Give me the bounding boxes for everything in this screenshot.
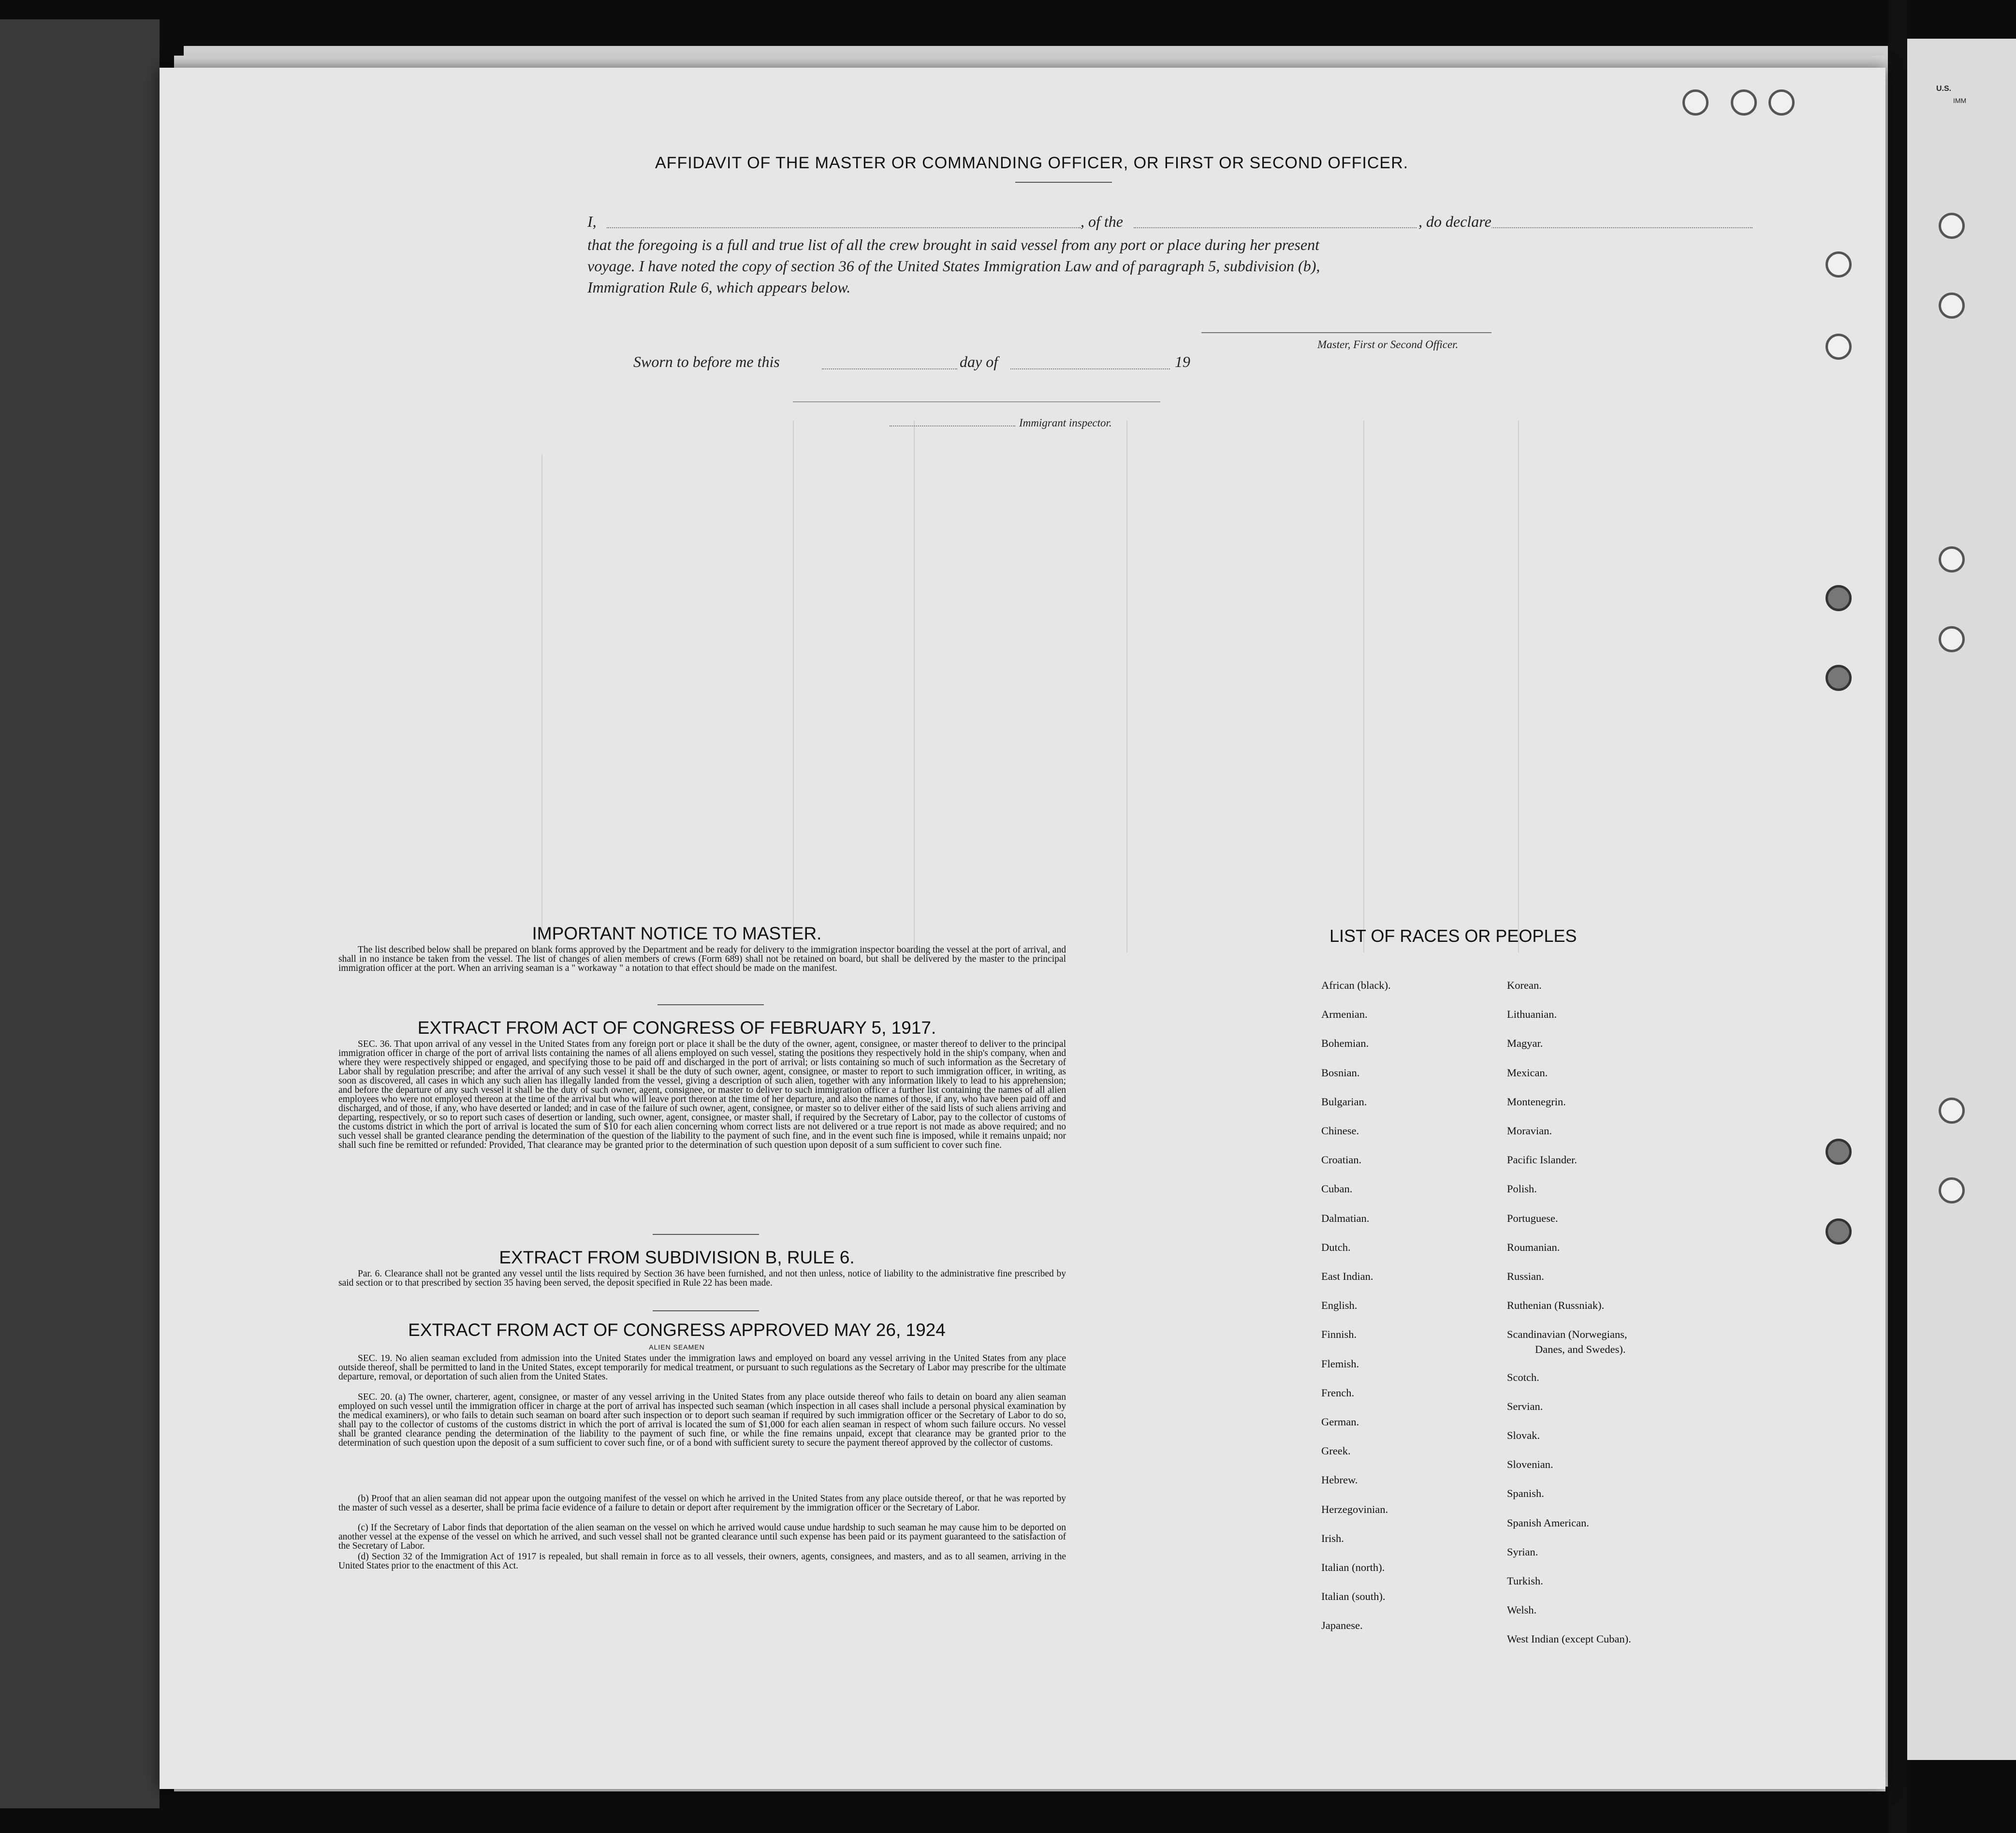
punch-hole (1826, 334, 1852, 360)
race-item: Slovak. (1507, 1429, 1540, 1441)
notice-text: The list described below shall be prepared on blank forms approved by the Department and be ready for delivery to the immigration inspector boarding the vessel at the port of arrival, and shall in no instance be taken from the vessel. The list of changes of alien members of crews (Form 689) shall not be retained on board, but shall be delivered by the master to the principal immigration officer at the port. When an arriving seaman is a " workaway " a notation to that effect should be made on the manifest. (338, 945, 1066, 973)
race-item: Servian. (1507, 1400, 1543, 1412)
race-item: Mexican. (1507, 1066, 1548, 1079)
race-item: German. (1321, 1416, 1359, 1428)
margin-mark-2: IMM (1953, 97, 1967, 104)
punch-hole (1682, 89, 1709, 116)
extract-1917-title: EXTRACT FROM ACT OF CONGRESS OF FEBRUARY 5, 1917. (417, 1018, 936, 1038)
affidavit-body-line4: Immigration Rule 6, which appears below. (587, 279, 851, 296)
race-item: East Indian. (1321, 1270, 1373, 1282)
sworn-month-blank (1010, 368, 1170, 369)
race-item: English. (1321, 1299, 1358, 1312)
year-prefix: 19 (1175, 353, 1190, 370)
races-title: LIST OF RACES OR PEOPLES (1329, 926, 1577, 946)
punch-hole (1826, 1218, 1852, 1245)
race-item: Bosnian. (1321, 1066, 1360, 1079)
extract-rule6-title: EXTRACT FROM SUBDIVISION B, RULE 6. (499, 1247, 855, 1267)
punch-hole (1826, 1139, 1852, 1165)
punch-hole (1939, 213, 1965, 239)
race-item: Bohemian. (1321, 1037, 1369, 1050)
sworn-day-blank (822, 368, 957, 369)
race-item: Slovenian. (1507, 1458, 1553, 1471)
inspector-caption: Immigrant inspector. (1019, 417, 1112, 429)
sworn-label: Sworn to before me this (633, 353, 780, 370)
race-item: Italian (south). (1321, 1590, 1386, 1603)
punch-hole (1939, 626, 1965, 652)
extract-1924-subtitle: ALIEN SEAMEN (649, 1343, 705, 1351)
race-item: Syrian. (1507, 1545, 1538, 1558)
show-through-text (541, 455, 1751, 938)
race-item: Pacific Islander. (1507, 1154, 1577, 1166)
race-item: Scandinavian (Norwegians, (1507, 1328, 1627, 1341)
left-shadow-sheet (0, 19, 160, 1808)
inspector-signature-line-2 (890, 425, 1015, 426)
section-divider (653, 1310, 759, 1311)
race-item: Herzegovinian. (1321, 1503, 1388, 1515)
faint-column-rule (1363, 421, 1364, 953)
faint-column-rule (1518, 421, 1519, 953)
affidavit-body-line2: that the foregoing is a full and true list of all the crew brought in said vessel from any port or place during her present (587, 236, 1319, 253)
race-item: Hebrew. (1321, 1474, 1358, 1486)
race-item: Chinese. (1321, 1125, 1359, 1137)
extract-1924-sec20a: SEC. 20. (a) The owner, charterer, agent, consignee, or master of any vessel arriving in the United States from any place outside thereof who fails to detain on board any alien seaman employed on such vessel until the immigration officer in charge at the port of arrival has inspected such seaman (which inspection in all cases shall include a personal physical examination by the medical examiners), or who fails to detain such seaman on board after such inspection or to deport such seaman if required by such immigration officer or the Secretary of Labor to do so, shall pay to the collector of customs of the customs district in which the port of arrival is located the sum of $1,000 for each alien seaman in respect of whom such failure occurs. No vessel shall be granted clearance pending the determination of the liability to the payment of such fine, or while the fine remains unpaid, except that clearance may be granted prior to the determination of such question upon the deposit of a sum sufficient to cover such fine, or of a bond with sufficient surety to secure the payment thereof approved by the collector of customs. (338, 1392, 1066, 1448)
extract-1924-sec20c: (c) If the Secretary of Labor finds that deportation of the alien seaman on the vessel on which he arrived would cause undue hardship to such seaman he may cause him to be deported on another vessel at the expense of the vessel on which he arrived, and such vessel shall not be granted clearance until such expense has been paid or its payment guaranteed to the satisfaction of the Secretary of Labor. (338, 1523, 1066, 1551)
extract-1924-sec19: SEC. 19. No alien seaman excluded from admission into the United States under the immigration laws and employed on board any vessel arriving in the United States from any place outside thereof, shall be permitted to land in the United States, except temporarily for medical treatment, or pursuant to such regulations as the Secretary of Labor may prescribe for the ultimate departure, removal, or deportation of such alien from the United States. (338, 1353, 1066, 1382)
race-item: Scotch. (1507, 1371, 1539, 1383)
punch-hole (1939, 1098, 1965, 1124)
section-divider (653, 1234, 759, 1235)
race-item: Dutch. (1321, 1241, 1351, 1253)
affidavit-i: I, (587, 213, 597, 230)
right-dark-edge (1888, 0, 1907, 1833)
punch-hole (1826, 585, 1852, 611)
punch-hole (1826, 665, 1852, 691)
race-item: Croatian. (1321, 1154, 1362, 1166)
extract-1924-title: EXTRACT FROM ACT OF CONGRESS APPROVED MAY 26, 1924 (408, 1320, 946, 1340)
margin-mark: U.S. (1936, 85, 1952, 93)
punch-hole (1939, 1177, 1965, 1203)
race-item: Russian. (1507, 1270, 1544, 1282)
notice-title: IMPORTANT NOTICE TO MASTER. (532, 924, 822, 943)
race-item: Armenian. (1321, 1008, 1368, 1021)
faint-column-rule (1126, 421, 1127, 953)
race-item: Bulgarian. (1321, 1095, 1367, 1108)
race-item: West Indian (except Cuban). (1507, 1633, 1631, 1645)
title-underline (1015, 182, 1112, 183)
race-item: French. (1321, 1386, 1355, 1399)
race-item: African (black). (1321, 979, 1391, 991)
faint-column-rule (793, 421, 794, 953)
inspector-signature-line (793, 401, 1160, 402)
punch-hole (1939, 546, 1965, 572)
section-divider (657, 1004, 764, 1005)
faint-column-rule (914, 421, 915, 953)
race-item: Portuguese. (1507, 1212, 1558, 1224)
race-item: Italian (north). (1321, 1561, 1385, 1573)
officer-name-blank (607, 227, 1081, 228)
race-item: Cuban. (1321, 1183, 1353, 1195)
extract-1924-sec20d: (d) Section 32 of the Immigration Act of 1917 is repealed, but shall remain in force as to all vessels, their owners, agents, consignees, and masters, and as to all seamen, arriving in the United States prior to the enactment of this Act. (338, 1552, 1066, 1571)
race-item: Flemish. (1321, 1357, 1359, 1370)
affidavit-declare: , do declare (1417, 213, 1491, 231)
race-item: Spanish. (1507, 1487, 1544, 1500)
race-item: Ruthenian (Russniak). (1507, 1299, 1605, 1312)
race-item-continuation: Danes, and Swedes). (1535, 1343, 1626, 1356)
affidavit-body-line3: voyage. I have noted the copy of section 36 of the United States Immigration Law and of paragraph 5, subdivision (b), (587, 257, 1320, 275)
race-item: Montenegrin. (1507, 1095, 1566, 1108)
race-item: Lithuanian. (1507, 1008, 1557, 1021)
race-item: Spanish American. (1507, 1516, 1589, 1529)
race-item: Turkish. (1507, 1575, 1543, 1587)
race-item: Finnish. (1321, 1328, 1357, 1341)
punch-hole (1768, 89, 1795, 116)
affidavit-title: AFFIDAVIT OF THE MASTER OR COMMANDING OFFICER, OR FIRST OR SECOND OFFICER. (655, 154, 1409, 172)
punch-hole (1731, 89, 1757, 116)
master-caption: Master, First or Second Officer. (1317, 338, 1459, 351)
race-item: Irish. (1321, 1532, 1344, 1544)
extract-1924-sec20b: (b) Proof that an alien seaman did not appear upon the outgoing manifest of the vessel on which he arrived in the United States from any place outside thereof, or that he was reported by the master of such vessel as a deserter, shall be prima facie evidence of a failure to detain or deport after requirement by the immigration officer or the Secretary of Labor. (338, 1494, 1066, 1513)
punch-hole (1939, 293, 1965, 319)
race-item: Welsh. (1507, 1604, 1537, 1616)
race-item: Japanese. (1321, 1619, 1363, 1632)
punch-hole (1826, 251, 1852, 278)
race-item: Greek. (1321, 1445, 1351, 1457)
race-item: Korean. (1507, 979, 1542, 991)
master-signature-line (1201, 332, 1491, 333)
race-item: Dalmatian. (1321, 1212, 1370, 1224)
race-item: Roumanian. (1507, 1241, 1560, 1253)
extract-rule6-text: Par. 6. Clearance shall not be granted any vessel until the lists required by Section 36 have been furnished, and not then unless, notice of liability to the administrative fine prescribed by said section or to that prescribed by section 35 having been served, the deposit specified in Rule 22 has been made. (338, 1269, 1066, 1288)
race-item: Polish. (1507, 1183, 1537, 1195)
day-of-label: day of (960, 353, 998, 370)
affidavit-of-the: , of the (1081, 213, 1123, 230)
race-item: Magyar. (1507, 1037, 1543, 1050)
race-item: Moravian. (1507, 1125, 1552, 1137)
extract-1917-text: SEC. 36. That upon arrival of any vessel in the United States from any foreign port or place it shall be the duty of the owner, agent, consignee, or master thereof to deliver to the principal immigration officer in charge of the port of arrival lists containing the names of all aliens employed on such vessel, stating the positions they respectively hold in the ship's company, when and where they were respectively shipped or engaged, and specifying those to be paid off and discharged in the port of arrival; or lists containing so much of such information as the Secretary of Labor shall by regulation prescribe; and after the arrival of any such vessel it shall be the duty of such owner, agent, consignee, or master to report to such immigration officer, in writing, as soon as discovered, all cases in which any such alien has illegally landed from the vessel, giving a description of such alien, together with any information likely to lead to his apprehension; and before the departure of any such vessel it shall be the duty of such owner, agent, consignee, or master to deliver to such immigration officer a further list containing the names of all alien employees who were not employed thereon at the time of the arrival but who will leave port thereon at the time of her departure, and also the names of those, if any, who have been paid off and discharged, and of those, if any, who have deserted or landed; and in case of the failure of such owner, agent, consignee, or master so to deliver either of the said lists of such aliens arriving and departing, respectively, or so to report such cases of desertion or landing, such owner, agent, consignee, or master shall, if required by the Secretary of Labor, pay to the collector of customs of the customs district in which the port of arrival is located the sum of $10 for each alien concerning whom correct lists are not delivered or a true report is not made as above required; and no such vessel shall be granted clearance pending the determination of the question of the liability to the payment of such fine, and in the event such fine is imposed, while it remains unpaid; nor shall such fine be remitted or refunded: Provided, That clearance may be granted prior to the determination of such question upon deposit of a sum sufficient to cover such fine. (338, 1039, 1066, 1150)
